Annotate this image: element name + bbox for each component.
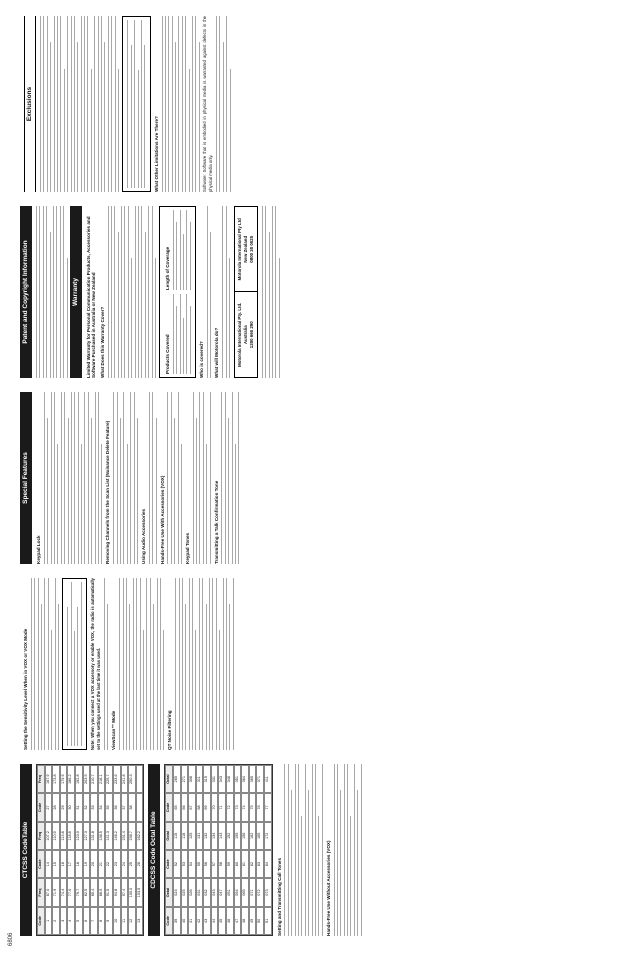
table-cell: 36 bbox=[113, 793, 121, 821]
table-cell: 17 bbox=[67, 850, 75, 878]
table-cell: 24 bbox=[121, 850, 129, 878]
table-cell: 186.2 bbox=[67, 765, 75, 793]
table-cell bbox=[136, 765, 144, 793]
table-cell: 071 bbox=[249, 878, 257, 906]
nuisance-delete-text bbox=[113, 392, 138, 564]
table-cell: 100.0 bbox=[128, 878, 136, 906]
table-header-cell: Code bbox=[37, 850, 45, 878]
contact-au-country: Australia bbox=[242, 325, 248, 345]
who-covered-heading: Who is covered? bbox=[199, 341, 205, 378]
table-cell: 67 bbox=[188, 793, 196, 821]
patent-text bbox=[36, 206, 68, 378]
table-cell: 50 bbox=[256, 907, 264, 935]
table-cell: 173.8 bbox=[52, 765, 60, 793]
setting-call-tones-text bbox=[284, 764, 322, 936]
table-cell: 62 bbox=[249, 850, 257, 878]
table-cell: 306 bbox=[188, 765, 196, 793]
table-cell: 61 bbox=[241, 850, 249, 878]
table-cell: 9 bbox=[105, 907, 113, 935]
handsfree-no-accessories-heading: Hands-Free Use Without Accessories (VOX) bbox=[325, 840, 331, 936]
table-cell: 12 bbox=[128, 907, 136, 935]
table-cell: 65 bbox=[173, 793, 181, 821]
table-cell: 210.7 bbox=[90, 765, 98, 793]
contact-australia bbox=[235, 293, 257, 378]
table-cell: 64 bbox=[264, 850, 272, 878]
table-header-cell: Code bbox=[37, 907, 45, 935]
table-cell: 52 bbox=[173, 850, 181, 878]
table-cell: 68 bbox=[196, 793, 204, 821]
keypad-lock-text bbox=[44, 392, 103, 564]
column-2 bbox=[20, 574, 632, 754]
table-cell: 047 bbox=[218, 878, 226, 906]
table-cell: 51 bbox=[264, 907, 272, 935]
table-cell: 132 bbox=[203, 822, 211, 850]
table-cell: 32 bbox=[83, 793, 91, 821]
table-cell: 114.8 bbox=[60, 822, 68, 850]
table-cell: 48 bbox=[241, 907, 249, 935]
cdcss-table-header: CDCSS Code Octal Table bbox=[148, 764, 160, 936]
column-5 bbox=[20, 12, 632, 196]
coverage-text bbox=[108, 206, 156, 378]
table-cell: 91.5 bbox=[105, 878, 113, 906]
keypad-tones-text bbox=[193, 392, 211, 564]
table-cell: 76 bbox=[256, 793, 264, 821]
table-cell: 271 bbox=[181, 765, 189, 793]
table-cell: 53 bbox=[181, 850, 189, 878]
table-cell: 1 bbox=[45, 907, 53, 935]
table-cell: 241.8 bbox=[121, 765, 129, 793]
table-cell: 85.4 bbox=[90, 878, 98, 906]
table-cell: 21 bbox=[98, 850, 106, 878]
table-header-cell: Code bbox=[165, 907, 173, 935]
exclusions-header: Exclusions bbox=[24, 16, 36, 192]
table-cell: 043 bbox=[211, 878, 219, 906]
table-cell: 73 bbox=[234, 793, 242, 821]
table-cell: 6 bbox=[83, 907, 91, 935]
table-cell: 103.5 bbox=[136, 878, 144, 906]
table-cell: 75 bbox=[249, 793, 257, 821]
table-cell: 8 bbox=[98, 907, 106, 935]
table-cell: 250.3 bbox=[128, 765, 136, 793]
table-cell: 146.2 bbox=[113, 822, 121, 850]
table-cell: 032 bbox=[203, 878, 211, 906]
table-cell: 115 bbox=[173, 822, 181, 850]
table-cell: 66 bbox=[181, 793, 189, 821]
table-cell: 33 bbox=[90, 793, 98, 821]
table-cell: 29 bbox=[60, 793, 68, 821]
table-cell: 59 bbox=[226, 850, 234, 878]
table-cell: 025 bbox=[181, 878, 189, 906]
software-note: Software: Software that is embodied in physical media is warranted against defects in the physical media only. bbox=[202, 16, 213, 192]
table-cell: 136.5 bbox=[98, 822, 106, 850]
table-cell: 43 bbox=[203, 907, 211, 935]
contact-au-name: Motorola International Pty. Ltd. bbox=[236, 302, 242, 367]
table-cell: 34 bbox=[98, 793, 106, 821]
ctcss-table-header: CTCSS CodeTable bbox=[20, 764, 32, 936]
table-cell: 073 bbox=[264, 878, 272, 906]
table-cell: 20 bbox=[90, 850, 98, 878]
setting-call-tones-heading: Setting and Transmitting Call Tones bbox=[276, 857, 282, 936]
contact-new-zealand bbox=[235, 207, 257, 293]
table-cell: 18 bbox=[75, 850, 83, 878]
coverage-heading: What Does this Warranty Cover? bbox=[99, 306, 105, 378]
table-cell: 57 bbox=[211, 850, 219, 878]
viewscan-heading: ViewScan™ Mode bbox=[111, 710, 117, 750]
keypad-tones-heading: Keypad Tones bbox=[184, 532, 190, 564]
table-cell: 5 bbox=[75, 907, 83, 935]
table-cell: 13 bbox=[136, 907, 144, 935]
viewscan-text bbox=[119, 578, 164, 750]
table-cell: 39 bbox=[173, 907, 181, 935]
table-cell: 026 bbox=[188, 878, 196, 906]
cdcss-code-table bbox=[164, 764, 272, 936]
table-cell: 37 bbox=[121, 793, 129, 821]
table-cell: 82.5 bbox=[83, 878, 91, 906]
contact-nz-phone: 0800 30 0025 bbox=[248, 235, 254, 263]
table-cell: 35 bbox=[105, 793, 113, 821]
table-cell: 11 bbox=[121, 907, 129, 935]
table-header-cell: Code bbox=[165, 793, 173, 821]
table-cell: 051 bbox=[226, 878, 234, 906]
table-cell: 172 bbox=[264, 822, 272, 850]
table-cell: 134 bbox=[211, 822, 219, 850]
table-cell: 67.0 bbox=[45, 878, 53, 906]
table-cell: 110.9 bbox=[52, 822, 60, 850]
table-cell: 131.8 bbox=[90, 822, 98, 850]
table-cell: 63 bbox=[256, 850, 264, 878]
table-cell: 065 bbox=[241, 878, 249, 906]
table-cell: 116 bbox=[181, 822, 189, 850]
table-cell: 156.7 bbox=[128, 822, 136, 850]
vox-sensitivity-heading: Setting the Sensitivity Level When in VOX or VOX Mode bbox=[23, 628, 28, 750]
handsfree-no-accessories-text bbox=[334, 764, 362, 936]
table-cell: 23 bbox=[113, 850, 121, 878]
table-header-cell: Freq bbox=[37, 878, 45, 906]
vox-sensitivity-text bbox=[31, 578, 59, 750]
talk-confirm-text bbox=[221, 392, 239, 564]
table-cell: 42 bbox=[196, 907, 204, 935]
table-cell: 41 bbox=[188, 907, 196, 935]
table-cell: 14 bbox=[45, 850, 53, 878]
table-cell: 10 bbox=[113, 907, 121, 935]
table-cell: 364 bbox=[241, 765, 249, 793]
table-cell: 179.9 bbox=[60, 765, 68, 793]
table-cell: 225.7 bbox=[105, 765, 113, 793]
contact-nz-country: New Zealand bbox=[242, 235, 248, 263]
coverage-table bbox=[159, 206, 196, 378]
audio-accessories-text bbox=[149, 392, 157, 564]
table-cell: 311 bbox=[196, 765, 204, 793]
table-cell: 218.1 bbox=[98, 765, 106, 793]
table-header-cell: Code bbox=[37, 793, 45, 821]
qt-noise-text bbox=[175, 578, 234, 750]
table-cell: 346 bbox=[226, 765, 234, 793]
handsfree-vox-heading: Hands-Free Use With Accessories (VOX) bbox=[159, 475, 165, 564]
table-header-cell: Freq bbox=[37, 822, 45, 850]
table-cell: 162 bbox=[249, 822, 257, 850]
table-cell: 156 bbox=[241, 822, 249, 850]
table-cell: 49 bbox=[249, 907, 257, 935]
table-cell: 27 bbox=[45, 793, 53, 821]
table-cell: 411 bbox=[264, 765, 272, 793]
table-cell: 60 bbox=[234, 850, 242, 878]
table-cell: 127.3 bbox=[83, 822, 91, 850]
ctcss-code-table bbox=[36, 764, 144, 936]
table-cell: 031 bbox=[196, 878, 204, 906]
vox-note: Note: When you connect a VOX accessory or enable VOX, the radio is automatically set to the settings used at the last time it was used. bbox=[90, 578, 101, 750]
table-cell: 47 bbox=[234, 907, 242, 935]
special-features-header: Special Features bbox=[20, 392, 32, 564]
table-cell: 131 bbox=[196, 822, 204, 850]
table-cell: 023 bbox=[173, 878, 181, 906]
after-contact-text bbox=[262, 206, 280, 378]
table-cell: 118.8 bbox=[67, 822, 75, 850]
limited-warranty-heading: Limited Warranty for Personal Communication Products, Accessories and Software Purchased in Australia or New Zealand bbox=[85, 216, 97, 378]
page-number: 6806 bbox=[8, 932, 14, 946]
table-cell: 143 bbox=[218, 822, 226, 850]
length-coverage-label: Length of Coverage bbox=[164, 246, 170, 290]
table-cell: 72 bbox=[226, 793, 234, 821]
audio-accessories-heading: Using Audio Accessories bbox=[140, 508, 146, 564]
table-cell: 371 bbox=[256, 765, 264, 793]
column-4 bbox=[20, 202, 632, 382]
other-limitations-text bbox=[162, 16, 200, 192]
table-cell: 28 bbox=[52, 793, 60, 821]
contact-au-phone: 1300 666 290 bbox=[248, 321, 254, 349]
table-cell: 192.8 bbox=[75, 765, 83, 793]
table-cell: 151.4 bbox=[121, 822, 129, 850]
table-cell: 97.4 bbox=[121, 878, 129, 906]
table-cell: 40 bbox=[181, 907, 189, 935]
products-covered-label: Products Covered bbox=[164, 334, 170, 374]
qt-noise-heading: QT Noise Filtering bbox=[167, 710, 173, 750]
table-cell: 167.9 bbox=[45, 765, 53, 793]
table-cell: 3 bbox=[60, 907, 68, 935]
table-header-cell: Octal bbox=[165, 765, 173, 793]
table-cell: 77 bbox=[264, 793, 272, 821]
table-cell: 165 bbox=[256, 822, 264, 850]
table-cell: 71 bbox=[218, 793, 226, 821]
table-cell: 162.2 bbox=[136, 822, 144, 850]
table-cell: 30 bbox=[67, 793, 75, 821]
table-cell: 45 bbox=[218, 907, 226, 935]
table-cell: 125 bbox=[188, 822, 196, 850]
table-header-cell: Freq bbox=[37, 765, 45, 793]
table-cell: 58 bbox=[218, 850, 226, 878]
table-cell: 107.2 bbox=[45, 822, 53, 850]
table-cell: 365 bbox=[249, 765, 257, 793]
table-cell: 88.5 bbox=[98, 878, 106, 906]
patent-header: Patent and Copyright Information bbox=[20, 206, 32, 378]
table-cell: 343 bbox=[218, 765, 226, 793]
table-cell: 315 bbox=[203, 765, 211, 793]
table-cell: 16 bbox=[60, 850, 68, 878]
table-cell: 74 bbox=[241, 793, 249, 821]
keypad-lock-heading: Keypad Lock bbox=[36, 535, 41, 564]
exclusions-box bbox=[122, 16, 151, 192]
table-header-cell: Octal bbox=[165, 822, 173, 850]
contact-box bbox=[234, 206, 258, 378]
table-cell: 203.5 bbox=[83, 765, 91, 793]
contact-nz-name: Motorola International Pty Ltd bbox=[236, 218, 242, 281]
table-cell: 152 bbox=[226, 822, 234, 850]
table-cell: 155 bbox=[234, 822, 242, 850]
table-cell: 71.9 bbox=[52, 878, 60, 906]
table-cell: 15 bbox=[52, 850, 60, 878]
table-cell: 26 bbox=[136, 850, 144, 878]
talk-confirm-heading: Transmitting a Talk Confirmation Tone bbox=[213, 480, 219, 564]
table-cell: 19 bbox=[83, 850, 91, 878]
table-cell: 072 bbox=[256, 878, 264, 906]
table-cell: 141.3 bbox=[105, 822, 113, 850]
table-cell: 233.6 bbox=[113, 765, 121, 793]
table-cell: 54 bbox=[188, 850, 196, 878]
warranty-header: Warranty bbox=[70, 206, 82, 378]
other-limitations-heading: What Other Limitations Are There? bbox=[153, 116, 159, 192]
table-cell: 7 bbox=[90, 907, 98, 935]
table-cell: 22 bbox=[105, 850, 113, 878]
table-cell: 44 bbox=[211, 907, 219, 935]
table-cell: 56 bbox=[203, 850, 211, 878]
what-motorola-do-heading: What will Motorola do? bbox=[214, 327, 220, 378]
exclusions-text bbox=[40, 16, 119, 192]
table-cell: 4 bbox=[67, 907, 75, 935]
table-cell: 69 bbox=[203, 793, 211, 821]
vox-levels-box bbox=[62, 578, 87, 750]
handsfree-vox-text bbox=[167, 392, 182, 564]
table-cell: 054 bbox=[234, 878, 242, 906]
table-cell: 94.8 bbox=[113, 878, 121, 906]
table-cell: 38 bbox=[128, 793, 136, 821]
table-cell: 79.7 bbox=[75, 878, 83, 906]
table-cell: 31 bbox=[75, 793, 83, 821]
table-cell: 265 bbox=[173, 765, 181, 793]
table-cell: 2 bbox=[52, 907, 60, 935]
column-1 bbox=[20, 760, 632, 940]
column-3 bbox=[20, 388, 632, 568]
nuisance-delete-heading: Removing Channels from the Scan List (Nuisance Delete Feature) bbox=[105, 420, 111, 564]
table-cell: 25 bbox=[128, 850, 136, 878]
table-cell: 55 bbox=[196, 850, 204, 878]
table-cell: 331 bbox=[211, 765, 219, 793]
table-cell: 46 bbox=[226, 907, 234, 935]
table-header-cell: Code bbox=[165, 850, 173, 878]
table-cell bbox=[136, 793, 144, 821]
table-cell: 351 bbox=[234, 765, 242, 793]
table-cell: 74.4 bbox=[60, 878, 68, 906]
table-cell: 70 bbox=[211, 793, 219, 821]
table-cell: 77.0 bbox=[67, 878, 75, 906]
table-cell: 123.0 bbox=[75, 822, 83, 850]
table-header-cell: Octal bbox=[165, 878, 173, 906]
